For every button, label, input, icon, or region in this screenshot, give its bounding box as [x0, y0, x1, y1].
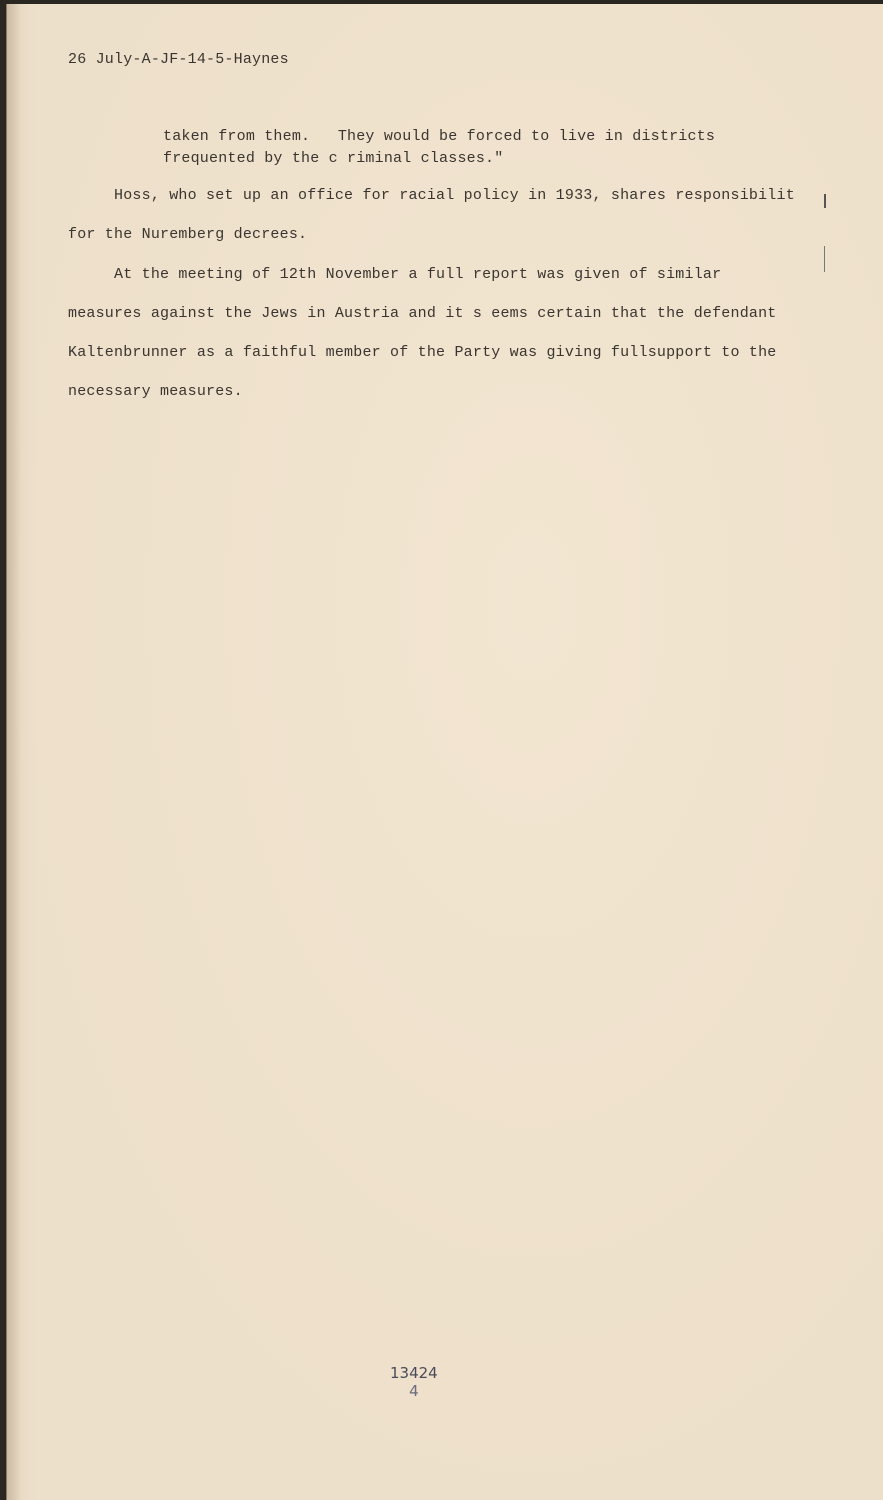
paragraph-line: Kaltenbrunner as a faithful member of the Party was giving fullsupport to the [68, 344, 777, 361]
paragraph-hoss [68, 176, 795, 254]
paragraph-line: for the Nuremberg decrees. [68, 226, 308, 243]
paragraph-line: At the meeting of 12th November a full report was given of similar [68, 266, 722, 283]
paragraph-line: necessary measures. [68, 383, 243, 400]
quoted-passage [163, 126, 715, 170]
quote-line: taken from them. They would be forced to live in districts [163, 128, 716, 145]
document-reference-header: 26 July-A-JF-14-5-Haynes [68, 51, 289, 68]
margin-mark [824, 194, 826, 208]
paragraph-meeting [68, 255, 777, 411]
quote-line: frequented by the c riminal classes." [163, 150, 504, 167]
paragraph-line: measures against the Jews in Austria and it s eems certain that the defendant [68, 305, 777, 322]
page-sub-number: 4 [409, 1382, 419, 1400]
paragraph-line: Hoss, who set up an office for racial policy in 1933, shares responsibilit [68, 187, 795, 204]
page-number: 13424 [390, 1364, 438, 1382]
margin-mark [824, 246, 825, 272]
page-number-stamp [390, 1364, 438, 1400]
document-page [6, 4, 883, 1500]
